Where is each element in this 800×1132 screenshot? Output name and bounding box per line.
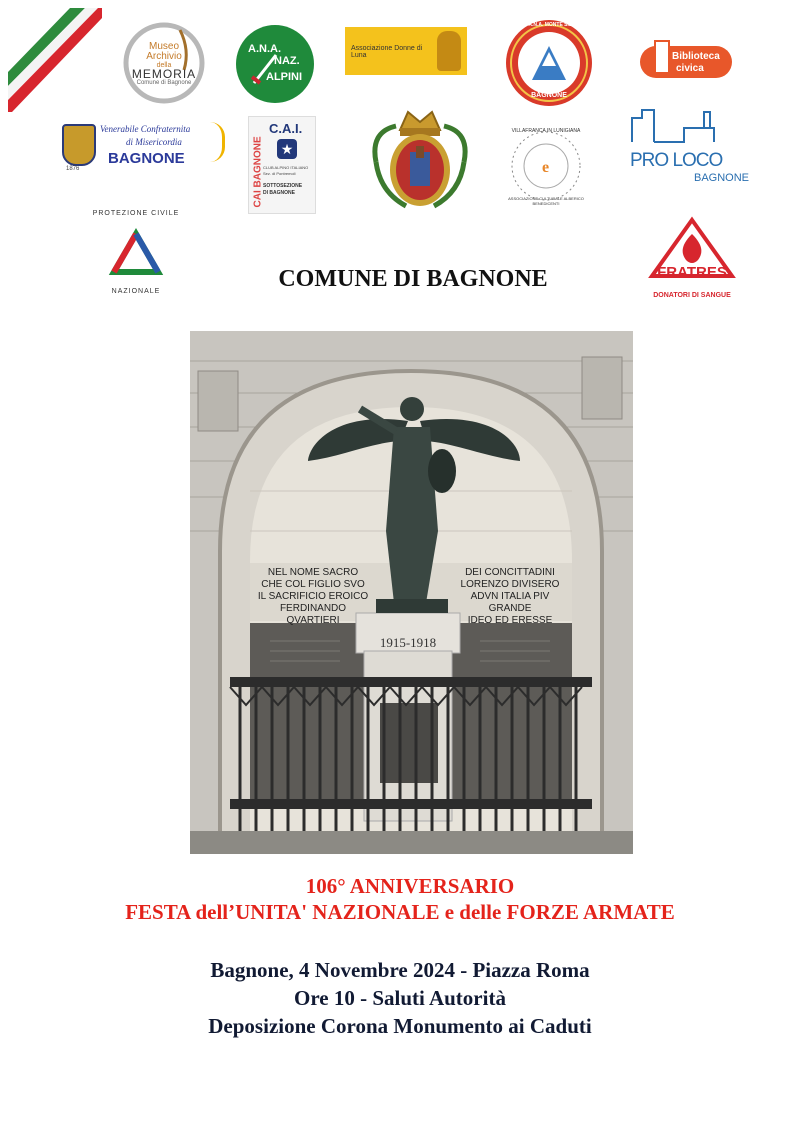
misericordia-text-3: BAGNONE — [108, 150, 185, 167]
inscription-left — [254, 567, 372, 627]
anniversary-line: 106° ANNIVERSARIO — [305, 874, 515, 898]
donne-text: Associazione Donne di Luna — [351, 45, 423, 59]
coro-monte-sillara-logo — [506, 20, 592, 106]
monument-photo — [190, 331, 633, 854]
misericordia-year: 1876 — [66, 166, 80, 172]
museo-text-2: Archivio — [146, 51, 182, 62]
monument-dates: 1915-1918 — [379, 635, 437, 650]
cai-star-icon: ★ — [277, 139, 297, 159]
proloco-text-2: BAGNONE — [694, 172, 750, 184]
svg-text:e: e — [542, 159, 550, 176]
cai-text-4: DI BAGNONE — [263, 190, 295, 196]
inscription-right-line: IDEO ED ERESSE — [467, 615, 553, 626]
misericordia-text-1: Venerabile Confraternita — [100, 124, 191, 134]
page-title: COMUNE DI BAGNONE — [278, 266, 548, 292]
museo-text-3: della — [156, 62, 172, 69]
alpini-logo — [236, 25, 314, 103]
inscription-left-line: FERDINANDO QVARTIERI — [279, 603, 347, 626]
villafranca-arc-text: VILLAFRANCA IN LUNIGIANA — [511, 128, 581, 134]
museo-text-5: Comune di Bagnone — [136, 80, 192, 86]
inscription-right-line: DEI CONCITTADINI — [465, 567, 555, 578]
cai-text-3: SOTTOSEZIONE — [263, 183, 303, 189]
misericordia-logo — [58, 120, 228, 182]
cai-vertical-text: CAI BAGNONE — [252, 136, 264, 208]
alpini-text-1: A.N.A. — [248, 43, 281, 55]
coro-arc-text: CORO A.N.A. MONTE SILLARA — [512, 22, 586, 28]
biblioteca-text-1: Biblioteca — [672, 51, 720, 62]
cai-bagnone-logo — [248, 116, 316, 214]
villafranca-inner-text: ASSOCIAZIONE CULTURALE ALBERICO BENEDICENTI — [508, 196, 584, 206]
place-date-line: Bagnone, 4 Novembre 2024 - Piazza Roma — [210, 958, 590, 982]
inscription-right-line: LORENZO DIVISERO — [460, 579, 560, 590]
cai-text-1: CLUB ALPINO ITALIANO — [263, 165, 309, 170]
inscription-left-line: NEL NOME SACRO — [267, 567, 359, 578]
misericordia-text-2: di Misericordia — [126, 137, 182, 147]
inscription-right — [448, 567, 572, 627]
proloco-text-1: PRO LOCO — [630, 150, 723, 171]
pro-loco-logo — [624, 106, 754, 186]
donne-di-luna-logo — [345, 27, 467, 75]
misericordia-crest-icon — [62, 124, 96, 166]
fratres-sub: DONATORI DI SANGUE — [653, 292, 731, 299]
museo-memoria-logo — [120, 22, 208, 104]
inscription-left-line: CHE COL FIGLIO SVO — [261, 579, 365, 590]
bagnone-coat-of-arms — [362, 102, 478, 218]
biblioteca-text-2: civica — [676, 63, 704, 74]
cai-text-2: Sez. di Pontremoli — [263, 171, 296, 176]
museo-text-1: Museo — [148, 41, 179, 52]
biblioteca-civica-logo — [640, 46, 732, 78]
cai-title: C.A.I. — [269, 121, 303, 136]
inscription-left-line: IL SACRIFICIO EROICO — [257, 591, 369, 602]
italian-flag-ribbon — [0, 0, 110, 125]
ceremony-line: Deposizione Corona Monumento ai Caduti — [208, 1014, 592, 1038]
museo-text-4: MEMORIA — [131, 67, 197, 81]
alpini-text-2: NAZ. — [274, 55, 300, 67]
coro-bottom-text: BAGNONE — [531, 92, 567, 99]
book-icon — [654, 40, 670, 74]
villafranca-benedicenti-logo — [506, 126, 586, 206]
alpini-text-3: ALPINI — [266, 71, 303, 83]
time-line: Ore 10 - Saluti Autorità — [294, 986, 506, 1010]
fratres-name: FRATRES — [657, 264, 727, 281]
inscription-right-line: ADVN ITALIA PIV GRANDE — [470, 591, 550, 614]
protezione-bottom-text: NAZIONALE — [111, 288, 161, 295]
festa-line: FESTA dell’UNITA' NAZIONALE e delle FORZE ARMATE — [125, 900, 675, 924]
donne-figure-icon — [437, 31, 461, 71]
protezione-arc-text: PROTEZIONE CIVILE — [92, 210, 180, 217]
